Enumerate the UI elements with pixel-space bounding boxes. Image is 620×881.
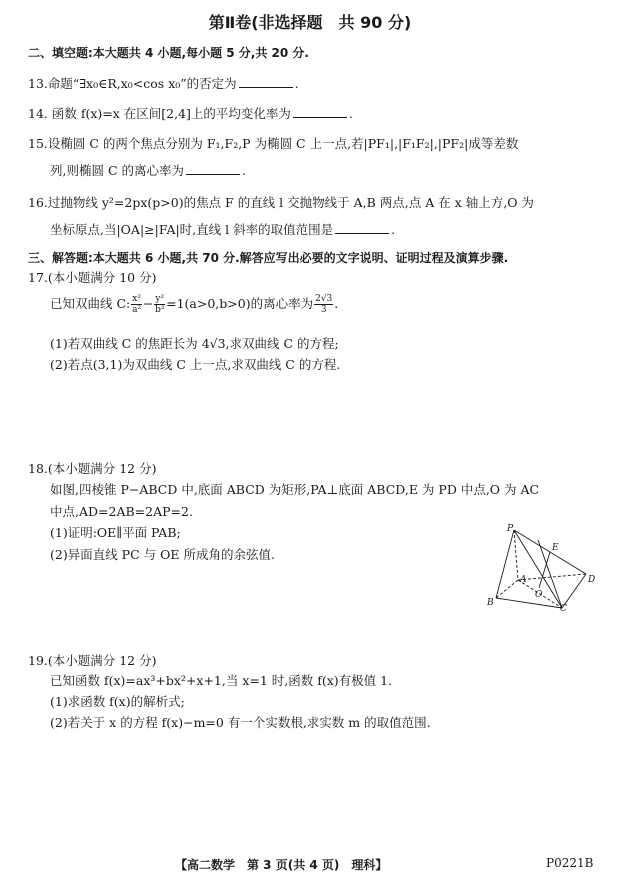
point-c-label: C [560,604,567,612]
question-16-end: . [391,222,396,237]
fraction-denominator: a² [132,305,142,315]
fraction-numerator: y² [155,294,165,304]
answer-blank [293,105,347,118]
paper-code: P0221B [546,856,594,870]
question-13-text: 13.命题“∃x₀∈R,x₀<cos x₀”的否定为 [28,76,237,91]
question-19-number: 19.(本小题满分 12 分) [28,653,157,668]
q17-stem-prefix: 已知双曲线 C: [50,296,131,311]
point-a-label: A [520,575,527,585]
answer-blank [186,162,240,175]
fraction-x2-a2 [131,294,142,315]
section-solution-header: 三、解答题:本大题共 6 小题,共 70 分.解答应写出必要的文字说明、证明过程及演算步骤. [28,251,509,265]
point-e-label: E [552,543,559,553]
fraction-denominator: 3 [320,305,327,315]
question-17-number: 17.(本小题满分 10 分) [28,270,157,285]
question-16-text: 坐标原点,当|OA|≥|FA|时,直线 l 斜率的取值范围是 [50,222,334,237]
fraction-numerator: x² [132,294,141,304]
question-19-line-1: 已知函数 f(x)=ax³+bx²+x+1,当 x=1 时,函数 f(x)有极值 1. [50,673,393,688]
fraction-y2-b2 [154,294,165,315]
question-18-line-1: 如图,四棱锥 P−ABCD 中,底面 ABCD 为矩形,PA⊥底面 ABCD,E 为 PD 中点,O 为 AC [50,482,540,497]
point-b-label: B [487,598,494,608]
question-15-end: . [242,163,246,178]
pyramid-figure [478,520,603,612]
fraction-numerator: 2√3 [315,294,333,304]
q17-stem-end: . [334,296,339,311]
question-16-line-2 [50,220,395,238]
question-14-end: . [348,106,353,121]
question-16-line-1: 16.过抛物线 y²=2px(p>0)的焦点 F 的直线 l 交抛物线于 A,B 两点,点 A 在 x 轴上方,O 为 [28,195,534,210]
question-17-stem [50,294,338,315]
question-14-text: 14. 函数 f(x)=x 在区间[2,4]上的平均变化率为 [28,106,291,121]
question-15-line-1: 15.设椭圆 C 的两个焦点分别为 F₁,F₂,P 为椭圆 C 上一点,若|PF₁|,|F₁F₂|,|PF₂|成等差数 [28,136,519,151]
question-19-part-2: (2)若关于 x 的方程 f(x)−m=0 有一个实数根,求实数 m 的取值范围. [50,715,431,730]
question-18-part-2: (2)异面直线 PC 与 OE 所成角的余弦值. [50,547,275,562]
question-18-number: 18.(本小题满分 12 分) [28,461,157,476]
question-15-line-2 [50,161,246,179]
answer-blank [239,75,293,88]
question-19-part-1: (1)求函数 f(x)的解析式; [50,694,185,709]
question-18-part-1: (1)证明:OE∥平面 PAB; [50,525,181,540]
minus-sign: − [142,296,154,311]
fraction-eccentricity [314,294,333,315]
question-18-line-2: 中点,AD=2AB=2AP=2. [50,504,193,519]
question-17-part-1: (1)若双曲线 C 的焦距长为 4√3,求双曲线 C 的方程; [50,336,339,351]
question-13 [28,74,299,92]
question-14 [28,104,353,122]
question-15-text: 列,则椭圆 C 的离心率为 [50,163,184,178]
section-fill-in-header: 二、填空题:本大题共 4 小题,每小题 5 分,共 20 分. [28,46,309,60]
question-17-part-2: (2)若点(3,1)为双曲线 C 上一点,求双曲线 C 的方程. [50,357,341,372]
q17-stem-middle: =1(a>0,b>0)的离心率为 [166,296,314,311]
fraction-denominator: b² [155,305,165,315]
point-o-label: O [535,590,543,600]
question-13-end: . [294,76,299,91]
answer-blank [335,221,389,234]
point-d-label: D [588,575,596,585]
page-title: 第Ⅱ卷(非选择题 共 90 分) [208,13,412,32]
point-p-label: P [507,524,514,534]
page-footer: 【高二数学 第 3 页(共 4 页) 理科】 [175,858,388,872]
